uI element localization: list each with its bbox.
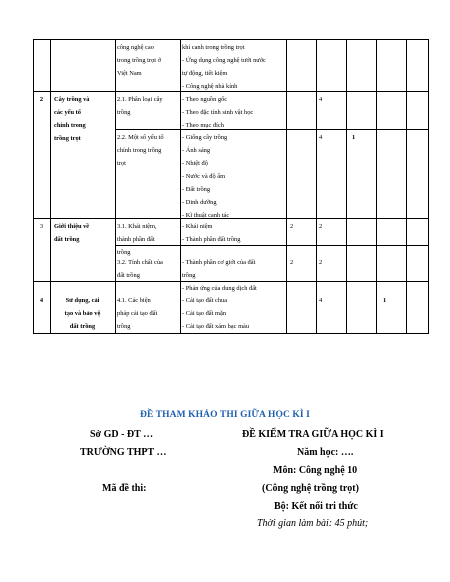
row1-sub2 (117, 131, 164, 170)
row2-sub1 (117, 220, 157, 259)
text-line: trồng (182, 272, 196, 279)
text-line: - Kĩ thuật canh tác (182, 212, 230, 219)
text-line: - Phản ứng của dung dịch đất (182, 285, 257, 292)
row2-sub2-content (182, 256, 257, 295)
text-line: chính trong trồng (117, 147, 162, 154)
exam-code-label: Mã đề thi: (102, 483, 147, 494)
text-line: chính trong (54, 122, 86, 129)
text-line: - Theo đặc tính sinh vật học (182, 109, 254, 116)
text-line: 3.1. Khái niệm, (117, 223, 157, 230)
text-line: - Cải tạo đất xám bạc màu (182, 323, 250, 330)
row2-sub2 (117, 256, 163, 282)
row0-sub-topic (117, 41, 161, 80)
row2-topic (54, 220, 89, 246)
row2-sub2-count-b: 2 (319, 259, 323, 266)
row2-sub2-count-a: 2 (290, 259, 294, 266)
text-line: trồng (117, 109, 131, 116)
text-line: - Ứng dụng công nghệ tưới nước (182, 57, 266, 64)
row1-stt: 2 (39, 96, 44, 103)
text-line: trồng (117, 249, 131, 256)
text-line: - Công nghệ nhà kính (182, 83, 238, 90)
row3-count: 4 (319, 297, 323, 304)
text-line: Cây trồng và (54, 96, 90, 103)
row1-sub2-count-2: 1 (352, 134, 356, 141)
exam-duration: Thời gian làm bài: 45 phút; (257, 518, 369, 529)
text-line: - Theo mục đích (182, 122, 224, 129)
text-line: - Giống cây trồng (182, 134, 228, 141)
exam-title: ĐỀ THAM KHẢO THI GIỮA HỌC KÌ I (140, 410, 310, 420)
text-line: - Nước và độ ẩm (182, 173, 226, 180)
row1-sub2-count: 4 (319, 134, 323, 141)
text-line: trồng trọt (54, 135, 81, 142)
textbook-series: Bộ: Kết nối tri thức (274, 501, 358, 512)
text-line: các yếu tố (54, 109, 81, 116)
text-line: đất trồng (69, 323, 96, 330)
row1-topic (54, 93, 90, 145)
row1-sub1-count: 4 (319, 96, 323, 103)
row3-count-2: 1 (383, 297, 387, 304)
text-line: 4.1. Các biện (117, 297, 151, 304)
exam-heading: ĐỀ KIỂM TRA GIỮA HỌC KÌ I (242, 429, 384, 440)
text-line: công nghệ cao (117, 44, 154, 51)
text-line: - Cải tạo đất mặn (182, 310, 227, 317)
row2-sub1-count-a: 2 (290, 223, 294, 230)
school-label: TRƯỜNG THPT … (80, 447, 167, 458)
text-line: Giới thiệu về (54, 223, 90, 230)
subject-label: Môn: Công nghệ 10 (273, 465, 358, 476)
text-line: - Khái niệm (182, 223, 213, 230)
school-year: Năm học: …. (297, 447, 354, 458)
text-line: đất trồng (54, 236, 80, 243)
text-line: Sử dụng, cải (65, 297, 100, 304)
row1-sub1-content (182, 93, 253, 132)
text-line: 2.1. Phân loại cây (117, 96, 163, 103)
department-label: Sở GD - ĐT … (90, 429, 154, 440)
text-line: - Nhiệt độ (182, 160, 208, 167)
text-line: đất trồng (117, 272, 140, 279)
text-line: thành phần đất (117, 236, 155, 243)
text-line: - Thành phần cơ giới của đất (182, 259, 256, 266)
text-line: 3.2. Tính chất của (117, 259, 163, 266)
text-line: pháp cải tạo đất (117, 310, 158, 317)
text-line: - Ánh sáng (182, 147, 211, 154)
text-line: - Cải tạo đất chua (182, 297, 228, 304)
text-line: Việt Nam (117, 70, 142, 77)
subject-subtitle: (Công nghệ trồng trọt) (262, 483, 359, 494)
text-line: - Đất trồng (182, 186, 211, 193)
text-line: - Thành phần đất trồng (182, 236, 241, 243)
text-line: - Dinh dưỡng (182, 199, 217, 206)
text-line: - Theo nguồn gốc (182, 96, 228, 103)
row1-sub1 (117, 93, 163, 119)
row3-sub1-content (182, 294, 249, 333)
row0-content (182, 41, 266, 93)
row1-sub2-content (182, 131, 229, 222)
row2-stt: 3 (39, 223, 44, 230)
text-line: trọt (117, 160, 126, 167)
text-line: 2.2. Một số yếu tố (117, 134, 164, 141)
row3-topic (50, 294, 115, 333)
row3-sub1 (117, 294, 157, 333)
row3-stt: 4 (39, 297, 44, 304)
text-line: trong trồng trọt ở (117, 57, 162, 64)
text-line: trồng (117, 323, 131, 330)
text-line: khí canh trong trồng trọt (182, 44, 245, 51)
text-line: tự động, tiết kiệm (182, 70, 228, 77)
row2-sub1-count-b: 2 (319, 223, 323, 230)
text-line: tạo và bảo vệ (64, 310, 101, 317)
row2-sub1-content (182, 220, 240, 246)
